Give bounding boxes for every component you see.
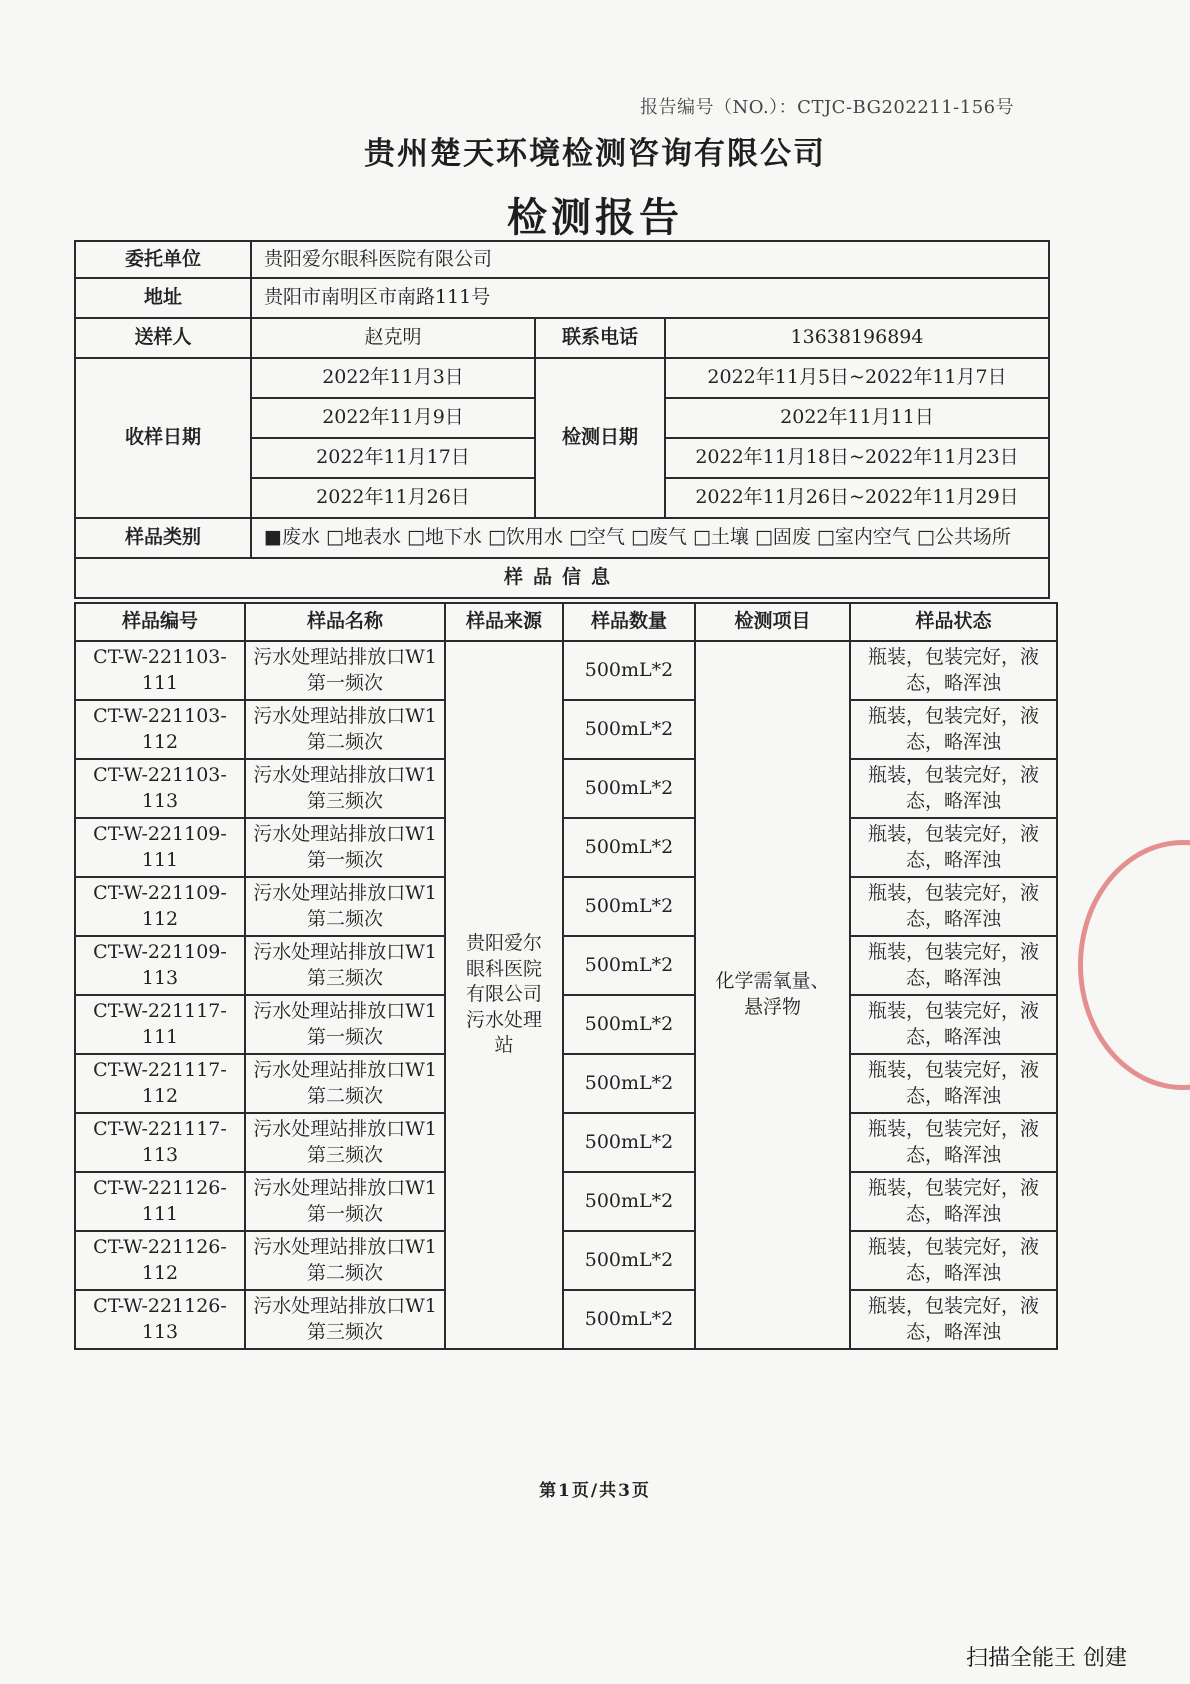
client-info-table: [74, 240, 1050, 599]
sample-id: CT-W-221109-112: [75, 877, 245, 936]
sample-quantity: 500mL*2: [563, 641, 695, 700]
table-row: [75, 877, 1057, 936]
column-header: 样品编号: [75, 603, 245, 641]
sample-id: CT-W-221103-113: [75, 759, 245, 818]
sample-state: 瓶装，包装完好，液态，略浑浊: [850, 1290, 1057, 1349]
sample-name: 污水处理站排放口W1第三频次: [245, 1113, 445, 1172]
sample-quantity: 500mL*2: [563, 936, 695, 995]
sample-quantity: 500mL*2: [563, 759, 695, 818]
sample-quantity: 500mL*2: [563, 1054, 695, 1113]
sample-source: 贵阳爱尔眼科医院有限公司污水处理站: [445, 641, 563, 1349]
sample-name: 污水处理站排放口W1第二频次: [245, 877, 445, 936]
sample-table: [74, 602, 1058, 1350]
test-items: 化学需氧量、悬浮物: [695, 641, 850, 1349]
category-label: 样品类别: [75, 518, 251, 558]
sample-name: 污水处理站排放口W1第三频次: [245, 1290, 445, 1349]
table-row: [75, 1054, 1057, 1113]
test-date: 2022年11月18日~2022年11月23日: [665, 438, 1049, 478]
sample-name: 污水处理站排放口W1第一频次: [245, 641, 445, 700]
sample-state: 瓶装，包装完好，液态，略浑浊: [850, 759, 1057, 818]
test-date: 2022年11月5日~2022年11月7日: [665, 358, 1049, 398]
sample-id: CT-W-221103-112: [75, 700, 245, 759]
column-header: 样品名称: [245, 603, 445, 641]
sample-state: 瓶装，包装完好，液态，略浑浊: [850, 1231, 1057, 1290]
phone-value: 13638196894: [665, 318, 1049, 358]
sample-quantity: 500mL*2: [563, 1290, 695, 1349]
address-value: 贵阳市南明区市南路111号: [251, 278, 1049, 318]
sample-id: CT-W-221117-113: [75, 1113, 245, 1172]
sample-name: 污水处理站排放口W1第三频次: [245, 759, 445, 818]
table-row: [75, 1290, 1057, 1349]
sample-id: CT-W-221117-111: [75, 995, 245, 1054]
test-date: 2022年11月26日~2022年11月29日: [665, 478, 1049, 518]
table-row: [75, 1113, 1057, 1172]
table-row: [75, 700, 1057, 759]
sample-state: 瓶装，包装完好，液态，略浑浊: [850, 1172, 1057, 1231]
company-name: 贵州楚天环境检测咨询有限公司: [364, 136, 826, 172]
sample-state: 瓶装，包装完好，液态，略浑浊: [850, 1113, 1057, 1172]
client-label: 委托单位: [75, 241, 251, 278]
sample-name: 污水处理站排放口W1第二频次: [245, 1231, 445, 1290]
sample-quantity: 500mL*2: [563, 1231, 695, 1290]
sample-id: CT-W-221109-111: [75, 818, 245, 877]
sample-state: 瓶装，包装完好，液态，略浑浊: [850, 641, 1057, 700]
column-header: 样品状态: [850, 603, 1057, 641]
sample-quantity: 500mL*2: [563, 1172, 695, 1231]
sample-name: 污水处理站排放口W1第一频次: [245, 818, 445, 877]
table-row: [75, 936, 1057, 995]
table-row: [75, 1172, 1057, 1231]
sample-state: 瓶装，包装完好，液态，略浑浊: [850, 818, 1057, 877]
sample-info-title: 样品信息: [75, 558, 1049, 598]
receive-date: 2022年11月9日: [251, 398, 535, 438]
sample-state: 瓶装，包装完好，液态，略浑浊: [850, 995, 1057, 1054]
sample-state: 瓶装，包装完好，液态，略浑浊: [850, 700, 1057, 759]
sample-id: CT-W-221117-112: [75, 1054, 245, 1113]
sample-name: 污水处理站排放口W1第一频次: [245, 995, 445, 1054]
receive-date: 2022年11月17日: [251, 438, 535, 478]
phone-label: 联系电话: [535, 318, 665, 358]
column-header: 样品数量: [563, 603, 695, 641]
table-row: [75, 641, 1057, 700]
table-row: [75, 995, 1057, 1054]
sample-quantity: 500mL*2: [563, 700, 695, 759]
red-seal-stamp-icon: [1078, 840, 1190, 1090]
sample-state: 瓶装，包装完好，液态，略浑浊: [850, 1054, 1057, 1113]
sample-state: 瓶装，包装完好，液态，略浑浊: [850, 936, 1057, 995]
column-header: 样品来源: [445, 603, 563, 641]
sender-value: 赵克明: [251, 318, 535, 358]
sample-quantity: 500mL*2: [563, 1113, 695, 1172]
sample-quantity: 500mL*2: [563, 818, 695, 877]
client-value: 贵阳爱尔眼科医院有限公司: [251, 241, 1049, 278]
table-row: [75, 818, 1057, 877]
report-number: 报告编号（NO.）：CTJC-BG202211-156号: [640, 97, 1015, 118]
sample-id: CT-W-221109-113: [75, 936, 245, 995]
sample-id: CT-W-221103-111: [75, 641, 245, 700]
test-date-label: 检测日期: [535, 358, 665, 518]
sample-id: CT-W-221126-111: [75, 1172, 245, 1231]
sample-quantity: 500mL*2: [563, 995, 695, 1054]
address-label: 地址: [75, 278, 251, 318]
sample-id: CT-W-221126-113: [75, 1290, 245, 1349]
scanner-watermark: 扫描全能王 创建: [966, 1646, 1127, 1671]
sample-quantity: 500mL*2: [563, 877, 695, 936]
page-number: 第1页/共3页: [539, 1481, 651, 1501]
sample-name: 污水处理站排放口W1第二频次: [245, 1054, 445, 1113]
sample-name: 污水处理站排放口W1第三频次: [245, 936, 445, 995]
sample-name: 污水处理站排放口W1第一频次: [245, 1172, 445, 1231]
sample-id: CT-W-221126-112: [75, 1231, 245, 1290]
sample-state: 瓶装，包装完好，液态，略浑浊: [850, 877, 1057, 936]
document-title: 检测报告: [507, 194, 683, 241]
test-date: 2022年11月11日: [665, 398, 1049, 438]
column-header: 检测项目: [695, 603, 850, 641]
receive-date: 2022年11月26日: [251, 478, 535, 518]
category-value: ■废水 □地表水 □地下水 □饮用水 □空气 □废气 □土壤 □固废 □室内空气 □公共场所: [251, 518, 1049, 558]
sender-label: 送样人: [75, 318, 251, 358]
receive-date: 2022年11月3日: [251, 358, 535, 398]
table-row: [75, 759, 1057, 818]
receive-date-label: 收样日期: [75, 358, 251, 518]
table-row: [75, 1231, 1057, 1290]
sample-name: 污水处理站排放口W1第二频次: [245, 700, 445, 759]
